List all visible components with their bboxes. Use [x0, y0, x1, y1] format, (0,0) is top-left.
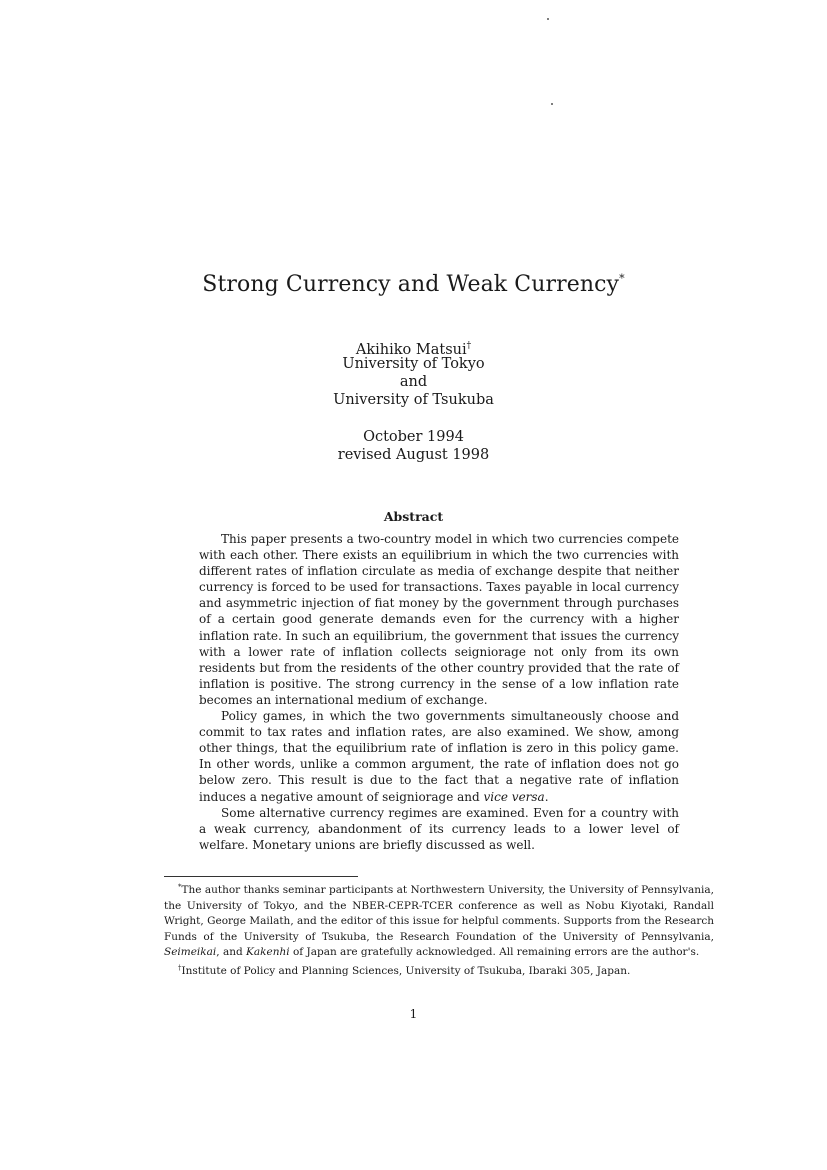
paper-title [0, 272, 827, 297]
abstract-paragraph-2-italic: vice versa [483, 789, 545, 804]
footnotes [164, 880, 714, 979]
paper-title-text: Strong Currency and Weak Currency [202, 272, 620, 297]
author-footnote-mark: † [466, 341, 472, 351]
revised-date: revised August 1998 [337, 447, 490, 463]
title-footnote-mark: * [619, 272, 625, 285]
affiliation-2: University of Tsukuba [333, 392, 494, 408]
abstract-paragraph-2-text: Policy games, in which the two governments simultaneously choose and commit to tax rates and inflation rates, are also examined. We show, among other things, that the equilibrium rate of inflation is zero in this policy game. In other words, unlike a common argument, the rate of inflation does not go below zero. This result is due to the fact that a negative rate of inflation induces a negative amount of seigniorage and [199, 709, 679, 804]
page-number: 1 [409, 1007, 418, 1021]
footnote-rule [164, 876, 358, 877]
footnote-2 [164, 961, 714, 980]
footnote-1-italic-seimeikai: Seimeikai [164, 946, 217, 958]
abstract-paragraph-2 [199, 708, 679, 805]
footnote-1 [164, 880, 714, 961]
scan-speck [547, 18, 549, 20]
footnote-1-text: The author thanks seminar participants at Northwestern University, the University of Pennsylvania, the University of Tokyo, and the NBER-CEPR-TCER conference as well as Nobu Kiyotaki, Randall Wright, George Mailath, and the editor of this issue for helpful comments. Supports from the Research Funds of the University of Tsukuba, the Research Foundation of the University of Pennsylvania, [164, 884, 714, 943]
affiliation-1: University of Tokyo [342, 356, 485, 372]
footnote-1-text-mid: , and [216, 946, 247, 958]
footnote-1-text-end: of Japan are gratefully acknowledged. All remaining errors are the author's. [289, 946, 700, 958]
scan-speck [551, 103, 553, 105]
affiliation-conjunction: and [399, 374, 428, 390]
footnote-2-text: Institute of Policy and Planning Sciences, University of Tsukuba, Ibaraki 305, Japan. [181, 964, 631, 977]
abstract-paragraph-3: Some alternative currency regimes are examined. Even for a country with a weak currency, abandonment of its currency leads to a lower level of welfare. Monetary unions are briefly discussed as well. [199, 805, 679, 852]
abstract-paragraph-2-end: . [544, 789, 549, 804]
footnote-2-mark: † [178, 963, 182, 972]
footnote-1-mark: * [178, 883, 182, 891]
footnote-1-italic-kakenhi: Kakenhi [246, 946, 290, 958]
author-name-text: Akihiko Matsui [355, 342, 467, 358]
abstract-paragraph-1: This paper presents a two-country model in which two currencies compete with each other. There exists an equilibrium in which the two currencies with different rates of inflation circulate as media of exchange despite that neither currency is forced to be used for transactions. Taxes payable in local currency and asymmetric injection of fiat money by the government through purchases of a certain good generate demands even for the currency with a higher inflation rate. In such an equilibrium, the government that issues the currency with a lower rate of inflation collects seigniorage not only from its own residents but from the residents of the other country provided that the rate of inflation is positive. The strong currency in the sense of a low inflation rate becomes an international medium of exchange. [199, 532, 679, 707]
date: October 1994 [363, 429, 464, 445]
abstract-body [199, 531, 679, 853]
abstract-heading: Abstract [383, 509, 444, 524]
